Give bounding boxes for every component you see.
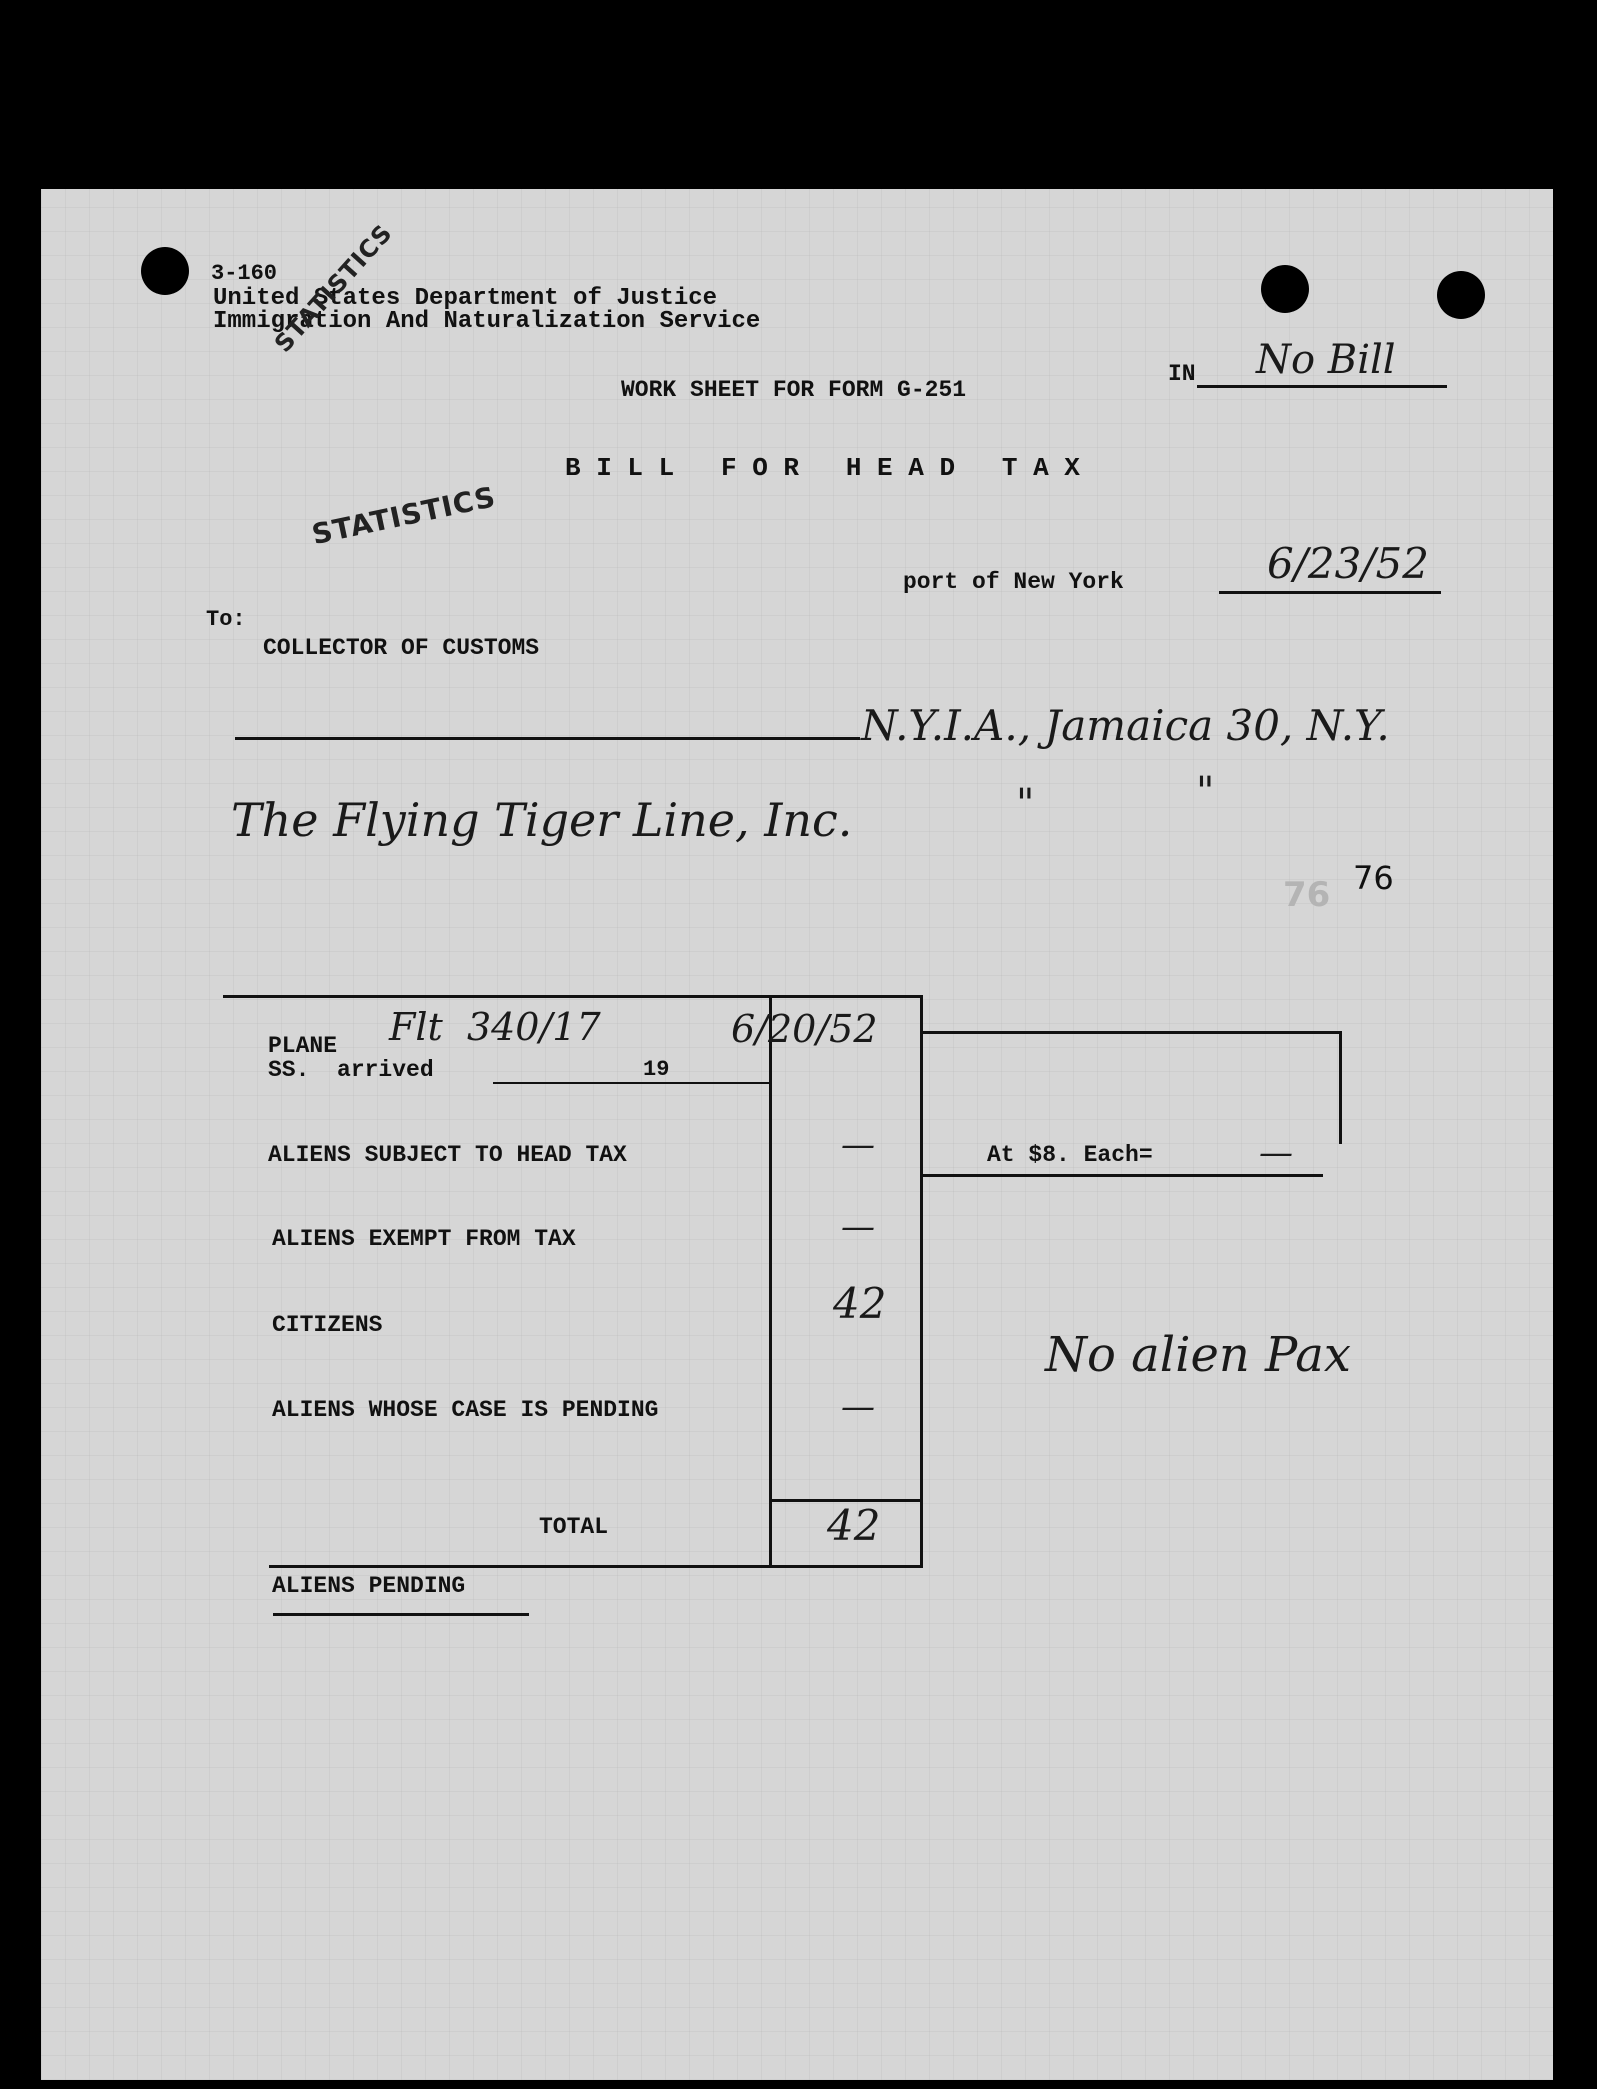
ss-arrived-label: SS. arrived xyxy=(268,1057,434,1083)
row-value-citizens: 42 xyxy=(833,1279,887,1328)
note-handwritten: No alien Pax xyxy=(1045,1327,1351,1383)
faded-page-number: 76 xyxy=(1283,875,1331,915)
statistics-stamp-diagonal: STATISTICS xyxy=(269,218,399,358)
total-label: TOTAL xyxy=(539,1514,609,1540)
row-value-exempt: — xyxy=(841,1207,875,1247)
page-number: 76 xyxy=(1353,859,1394,897)
punch-hole-right-1 xyxy=(1261,265,1309,313)
plane-label: PLANE xyxy=(268,1033,338,1059)
row-label-citizens: CITIZENS xyxy=(272,1312,383,1338)
table-top-rule xyxy=(223,995,921,998)
row-value-pending-case: — xyxy=(841,1387,875,1427)
port-date-underline xyxy=(1219,591,1441,594)
document-sheet xyxy=(41,189,1553,2080)
location-handwritten: N.Y.I.A., Jamaica 30, N.Y. xyxy=(861,701,1390,750)
bill-title: B I L L F O R H E A D T A X xyxy=(565,453,1080,483)
rate-box-right xyxy=(1339,1031,1342,1144)
department-name: United States Department of Justice xyxy=(213,285,718,312)
rate-box-top xyxy=(921,1031,1341,1034)
ss-year: 19 xyxy=(643,1057,670,1082)
in-underline xyxy=(1197,385,1447,388)
service-name: Immigration And Naturalization Service xyxy=(213,308,761,335)
rate-label: At $8. Each= xyxy=(987,1142,1153,1168)
in-value: No Bill xyxy=(1256,337,1396,383)
ditto-mark-1: " xyxy=(1016,781,1035,827)
to-label: To: xyxy=(206,607,246,632)
table-right-vertical xyxy=(920,995,923,1568)
ditto-mark-2: " xyxy=(1196,769,1215,815)
table-mid-vertical xyxy=(769,995,772,1568)
ss-underline xyxy=(493,1082,771,1084)
rate-box-bottom xyxy=(921,1174,1323,1177)
aliens-pending-underline xyxy=(273,1613,529,1616)
row-label-exempt: ALIENS EXEMPT FROM TAX xyxy=(272,1226,576,1252)
statistics-stamp: STATISTICS xyxy=(309,480,499,552)
port-date: 6/23/52 xyxy=(1267,539,1429,588)
row-label-subject-to-tax: ALIENS SUBJECT TO HEAD TAX xyxy=(268,1142,627,1168)
punch-hole-right-2 xyxy=(1437,271,1485,319)
total-bottom-rule xyxy=(269,1565,923,1568)
total-value: 42 xyxy=(827,1501,881,1550)
row-value-subject-to-tax: — xyxy=(841,1125,875,1165)
form-number: 3-160 xyxy=(211,261,278,286)
punch-hole-left xyxy=(141,247,189,295)
address-line xyxy=(235,737,860,740)
rate-value: — xyxy=(1259,1133,1293,1173)
carrier-handwritten: The Flying Tiger Line, Inc. xyxy=(231,793,853,847)
plane-flight: Flt 340/17 xyxy=(389,1005,601,1049)
row-label-pending-case: ALIENS WHOSE CASE IS PENDING xyxy=(272,1397,659,1423)
port-label: port of New York xyxy=(903,569,1124,595)
worksheet-title: WORK SHEET FOR FORM G-251 xyxy=(621,377,967,403)
collector-name: COLLECTOR OF CUSTOMS xyxy=(263,635,540,661)
aliens-pending-label: ALIENS PENDING xyxy=(272,1573,466,1599)
in-label: IN xyxy=(1168,361,1196,387)
plane-date: 6/20/52 xyxy=(731,1007,878,1051)
